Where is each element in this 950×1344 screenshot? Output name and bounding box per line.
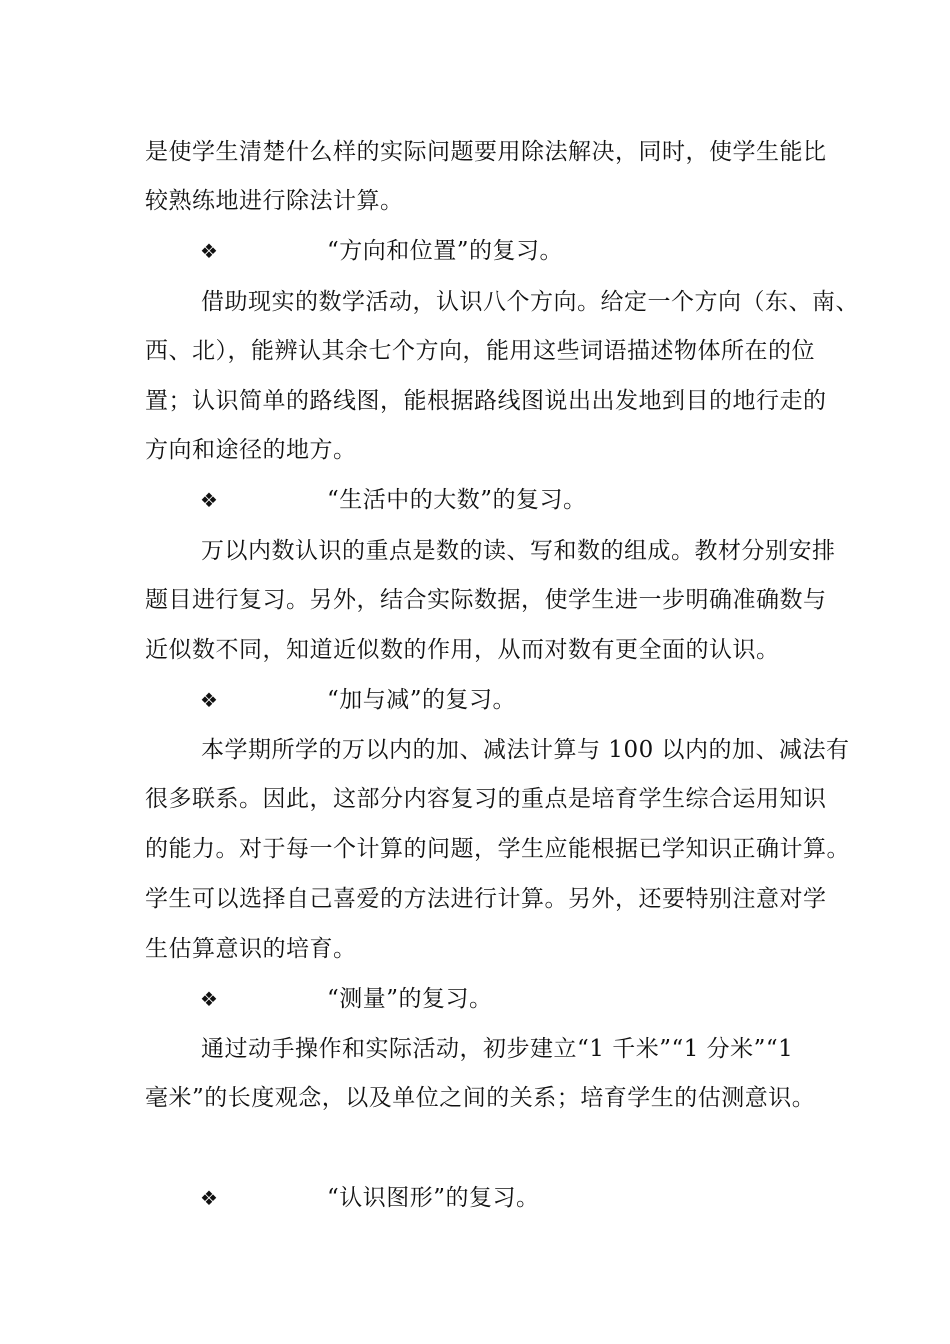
paragraph-line: 借助现实的数学活动，认识八个方向。给定一个方向（东、南、 (201, 289, 859, 315)
section-heading: “生活中的大数”的复习。 (327, 487, 587, 513)
paragraph-line: 毫米”的长度观念，以及单位之间的关系；培育学生的估测意识。 (145, 1085, 816, 1111)
paragraph-line: 较熟练地进行除法计算。 (145, 188, 404, 214)
paragraph-line: 的能力。对于每一个计算的问题，学生应能根据已学知识正确计算。 (145, 836, 850, 862)
paragraph-line: 是使学生清楚什么样的实际问题要用除法解决，同时，使学生能比 (145, 139, 827, 165)
diamond-bullet-icon: ❖ (200, 488, 218, 512)
paragraph-line: 题目进行复习。另外，结合实际数据，使学生进一步明确准确数与 (145, 587, 827, 613)
paragraph-line: 置；认识简单的路线图，能根据路线图说出出发地到目的地行走的 (145, 388, 827, 414)
diamond-bullet-icon: ❖ (200, 239, 218, 263)
paragraph-line: 生估算意识的培育。 (145, 936, 357, 962)
paragraph-line: 很多联系。因此，这部分内容复习的重点是培育学生综合运用知识 (145, 786, 827, 812)
paragraph-line: 方向和途径的地方。 (145, 437, 357, 463)
section-heading: “测量”的复习。 (327, 986, 493, 1012)
section-heading: “认识图形”的复习。 (327, 1185, 540, 1211)
paragraph-line: 通过动手操作和实际活动，初步建立“1 千米”“1 分米”“1 (201, 1036, 794, 1062)
paragraph-line: 学生可以选择自己喜爱的方法进行计算。另外，还要特别注意对学 (145, 886, 827, 912)
paragraph-line: 近似数不同，知道近似数的作用，从而对数有更全面的认识。 (145, 637, 780, 663)
diamond-bullet-icon: ❖ (200, 1186, 218, 1210)
diamond-bullet-icon: ❖ (200, 688, 218, 712)
section-heading: “加与减”的复习。 (327, 687, 517, 713)
diamond-bullet-icon: ❖ (200, 987, 218, 1011)
paragraph-line: 本学期所学的万以内的加、减法计算与 100 以内的加、减法有 (201, 737, 850, 763)
paragraph-line: 西、北），能辨认其余七个方向，能用这些词语描述物体所在的位 (145, 338, 815, 364)
section-heading: “方向和位置”的复习。 (327, 238, 564, 264)
paragraph-line: 万以内数认识的重点是数的读、写和数的组成。教材分别安排 (201, 538, 836, 564)
